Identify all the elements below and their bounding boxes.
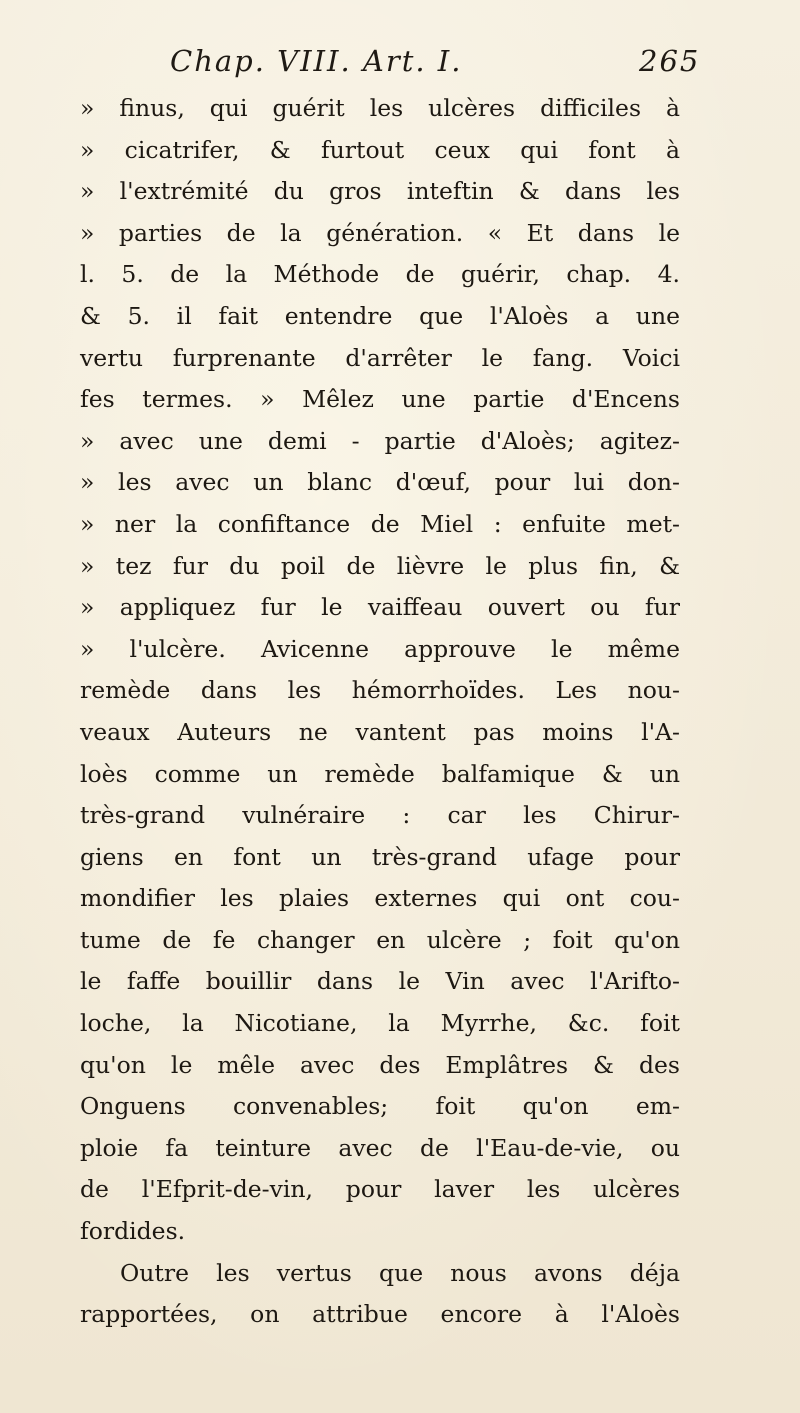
text-line: » l'ulcère. Avicenne approuve le même	[80, 634, 680, 663]
text-line: fes termes. » Mêlez une partie d'Encens	[80, 385, 680, 414]
text-line: » les avec un blanc d'œuf, pour lui don-	[80, 468, 680, 497]
page-number: 265	[639, 44, 701, 78]
running-header	[170, 44, 701, 94]
text-line: rapportées, on attribue encore à l'Aloès	[80, 1300, 680, 1329]
text-line: » cicatrifer, & furtout ceux qui font à	[80, 135, 680, 164]
text-line: » parties de la génération. « Et dans le	[80, 218, 680, 247]
text-line: qu'on le mêle avec des Emplâtres & des	[80, 1050, 680, 1079]
text-line: vertu furprenante d'arrêter le fang. Voici	[80, 343, 680, 372]
text-line: ploie fa teinture avec de l'Eau-de-vie, ou	[80, 1133, 680, 1162]
text-line: » appliquez fur le vaiffeau ouvert ou fur	[80, 593, 680, 622]
text-line: » l'extrémité du gros inteftin & dans les	[80, 177, 680, 206]
body-text	[80, 88, 680, 1336]
text-line: » ner la confiftance de Miel : enfuite met-	[80, 509, 680, 538]
text-line: le faffe bouillir dans le Vin avec l'Arifto-	[80, 967, 680, 996]
text-line: tume de fe changer en ulcère ; foit qu'on	[80, 925, 680, 954]
text-line: & 5. il fait entendre que l'Aloès a une	[80, 301, 680, 330]
text-line: » avec une demi - partie d'Aloès; agitez-	[80, 426, 680, 455]
text-line: très-grand vulnéraire : car les Chirur-	[80, 801, 680, 830]
text-line: remède dans les hémorrhoïdes. Les nou-	[80, 676, 680, 705]
text-line: fordides.	[80, 1217, 186, 1246]
text-line: » tez fur du poil de lièvre le plus fin, &	[80, 551, 680, 580]
text-line: loès comme un remède balfamique & un	[80, 759, 680, 788]
text-line: loche, la Nicotiane, la Myrrhe, &c. foit	[80, 1009, 680, 1038]
text-line: mondifier les plaies externes qui ont cou-	[80, 884, 680, 913]
text-line: » finus, qui guérit les ulcères difficiles à	[80, 94, 680, 122]
text-line: veaux Auteurs ne vantent pas moins l'A-	[80, 717, 680, 746]
text-line: giens en font un très-grand ufage pour	[80, 842, 680, 871]
text-line: l. 5. de la Méthode de guérir, chap. 4.	[80, 260, 680, 289]
text-line: Outre les vertus que nous avons déja	[120, 1258, 680, 1287]
chapter-heading: Chap. VIII. Art. I.	[170, 44, 463, 78]
text-line: de l'Efprit-de-vin, pour laver les ulcères	[80, 1175, 680, 1204]
text-line: Onguens convenables; foit qu'on em-	[80, 1092, 680, 1121]
